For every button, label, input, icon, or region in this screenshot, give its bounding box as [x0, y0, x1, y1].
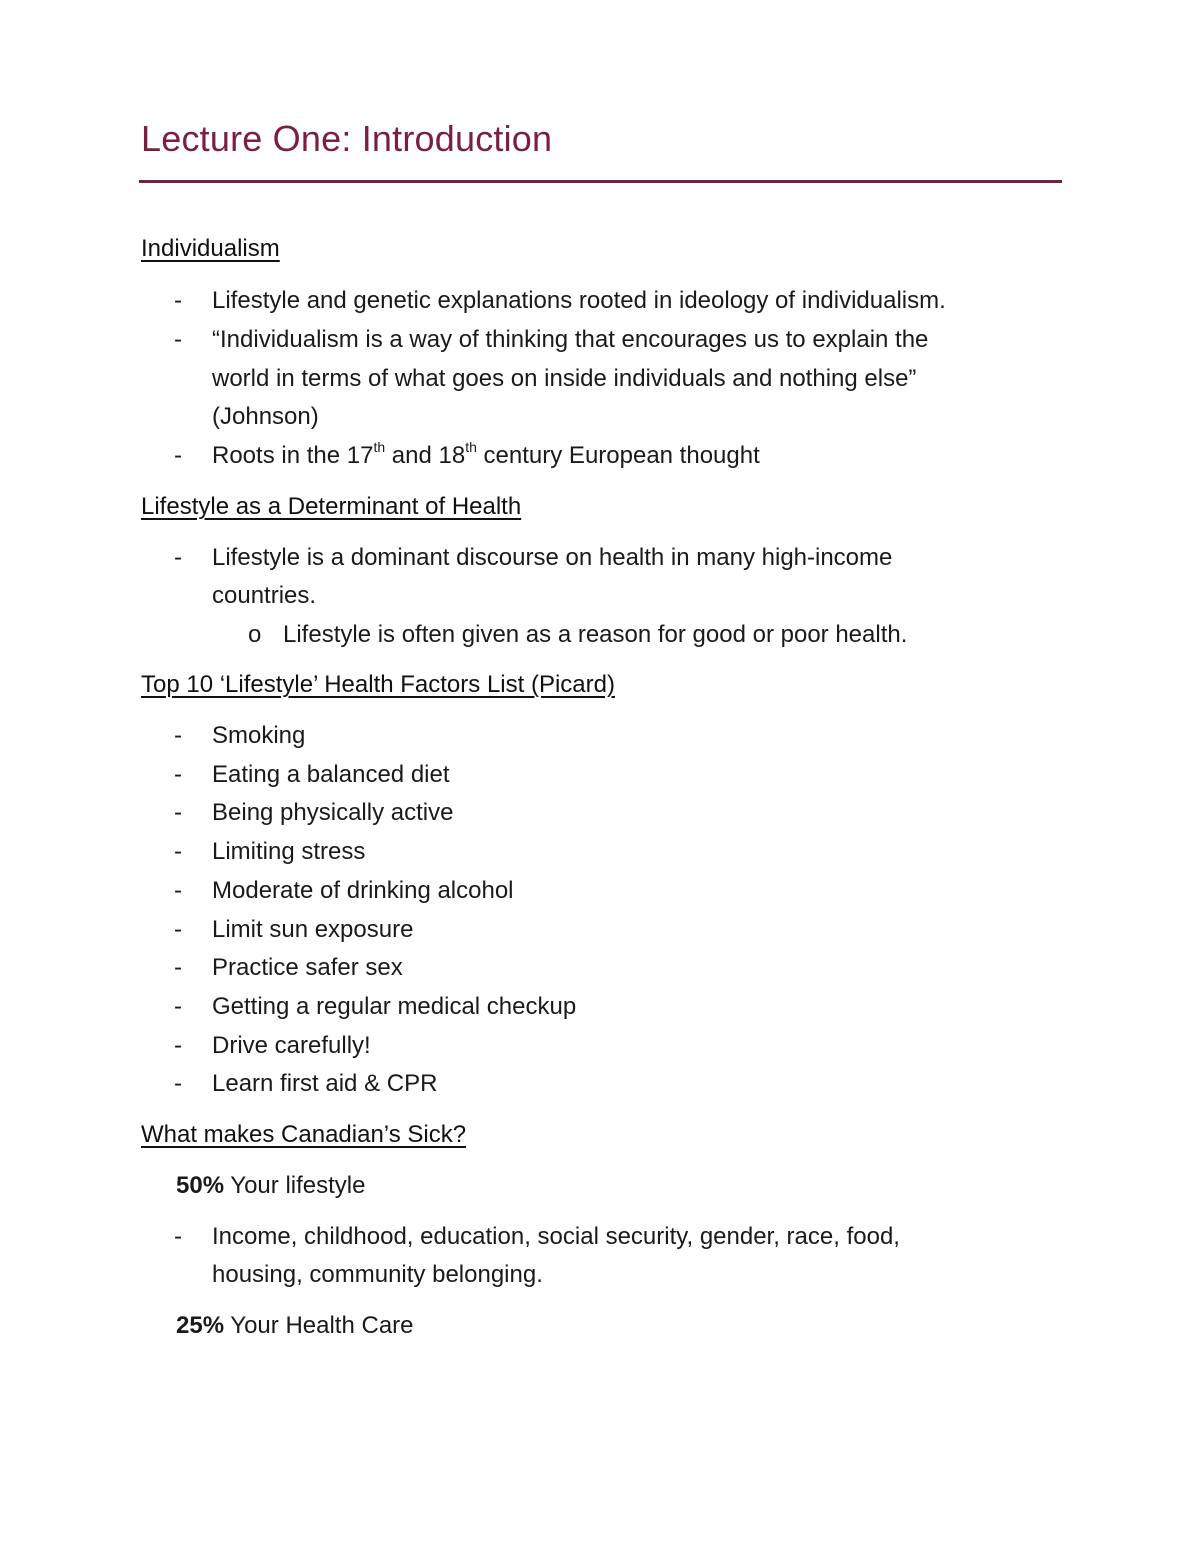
- individualism-bullet-1: Lifestyle and genetic explanations rooted in ideology of individualism.: [212, 287, 946, 314]
- bullet-dash: -: [174, 877, 182, 904]
- bullet-dash: -: [174, 1070, 182, 1097]
- superscript: th: [373, 439, 386, 455]
- top10-item: Eating a balanced diet: [212, 761, 450, 788]
- percent-value: 50%: [176, 1172, 225, 1199]
- individualism-bullet-2-line-1: “Individualism is a way of thinking that encourages us to explain the: [212, 326, 929, 353]
- sub-bullet-marker: o: [248, 621, 262, 648]
- bullet-dash: -: [174, 1032, 182, 1059]
- percent-line-health-care: [176, 1311, 414, 1340]
- top10-item: Limiting stress: [212, 838, 366, 865]
- canadians-bullet-1-line-2: housing, community belonging.: [212, 1261, 543, 1288]
- section-heading-canadians: What makes Canadian’s Sick?: [141, 1121, 467, 1148]
- superscript: th: [465, 439, 477, 455]
- bullet-dash: -: [174, 722, 182, 749]
- top10-item: Moderate of drinking alcohol: [212, 877, 514, 904]
- top10-item: Practice safer sex: [212, 954, 403, 981]
- section-heading-individualism: Individualism: [141, 235, 280, 262]
- bullet-dash: -: [174, 442, 182, 469]
- top10-item: Smoking: [212, 722, 306, 749]
- bullet-dash: -: [174, 954, 182, 981]
- bullet-dash: -: [174, 916, 182, 943]
- title-divider: [139, 180, 1062, 183]
- top10-item: Limit sun exposure: [212, 916, 414, 943]
- text-run: century European thought: [476, 442, 760, 469]
- top10-item: Being physically active: [212, 799, 454, 826]
- section-heading-top10: Top 10 ‘Lifestyle’ Health Factors List (Picard): [141, 671, 615, 698]
- bullet-dash: -: [174, 544, 182, 571]
- text-run: Roots in the 17: [212, 442, 374, 469]
- canadians-bullet-1-line-1: Income, childhood, education, social security, gender, race, food,: [212, 1223, 900, 1250]
- lifestyle-sub-bullet-1: Lifestyle is often given as a reason for good or poor health.: [283, 621, 908, 648]
- bullet-dash: -: [174, 1223, 182, 1250]
- bullet-dash: -: [174, 993, 182, 1020]
- bullet-dash: -: [174, 799, 182, 826]
- top10-item: Learn first aid & CPR: [212, 1070, 438, 1097]
- bullet-dash: -: [174, 761, 182, 788]
- page-title: Lecture One: Introduction: [141, 118, 553, 159]
- bullet-dash: -: [174, 838, 182, 865]
- percent-line-lifestyle: [176, 1171, 365, 1200]
- bullet-dash: -: [174, 326, 182, 353]
- lifestyle-bullet-1-line-2: countries.: [212, 582, 317, 609]
- percent-value: 25%: [176, 1312, 225, 1339]
- lifestyle-bullet-1-line-1: Lifestyle is a dominant discourse on health in many high-income: [212, 544, 893, 571]
- percent-label: Your lifestyle: [224, 1172, 366, 1199]
- text-run: and 18: [385, 442, 466, 469]
- section-heading-lifestyle: Lifestyle as a Determinant of Health: [141, 493, 522, 520]
- individualism-bullet-3: [212, 441, 760, 470]
- top10-item: Drive carefully!: [212, 1032, 371, 1059]
- bullet-dash: -: [174, 287, 182, 314]
- individualism-bullet-2-line-2: world in terms of what goes on inside individuals and nothing else”: [212, 365, 917, 392]
- percent-label: Your Health Care: [224, 1312, 414, 1339]
- top10-item: Getting a regular medical checkup: [212, 993, 577, 1020]
- individualism-bullet-2-line-3: (Johnson): [212, 403, 319, 430]
